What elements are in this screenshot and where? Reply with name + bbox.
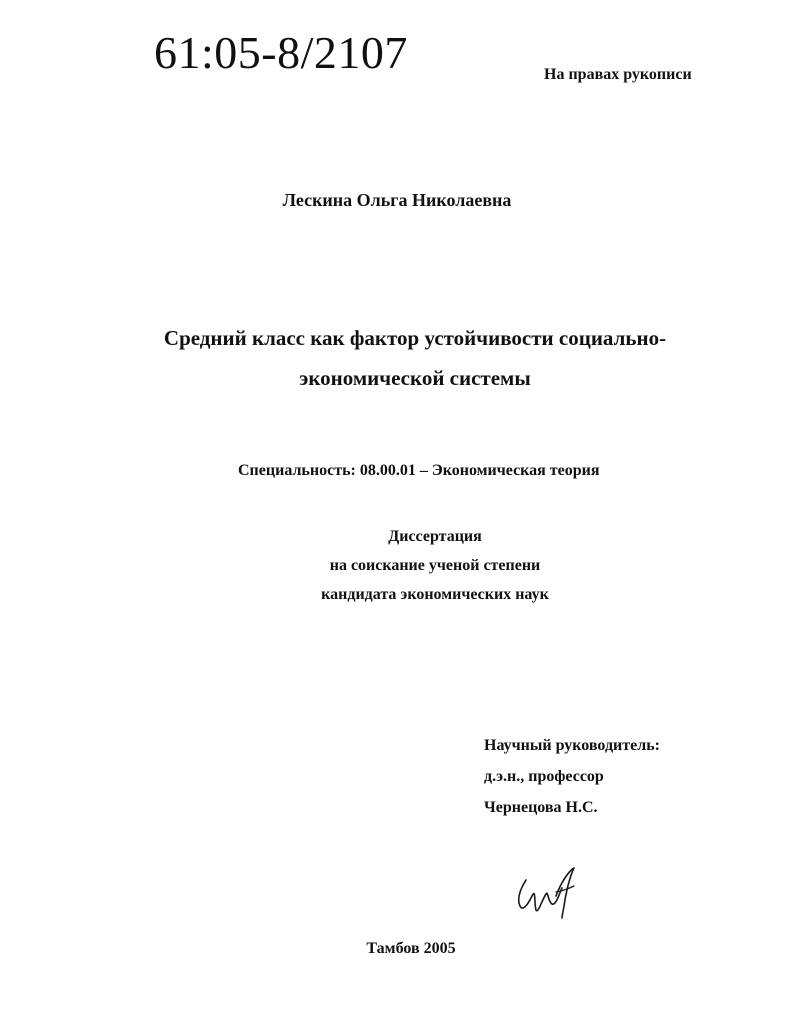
author-name: Лескина Ольга Николаевна: [282, 190, 512, 210]
degree-line-1: Диссертация: [388, 528, 482, 545]
manuscript-rights-note: На правах рукописи: [544, 66, 692, 83]
city-year: Тамбов 2005: [366, 940, 456, 957]
specialty-line: Специальность: 08.00.01 – Экономическая теория: [238, 462, 600, 479]
degree-statement: [0, 522, 794, 609]
degree-line-3: кандидата экономических наук: [321, 586, 549, 603]
dissertation-title: [0, 318, 794, 398]
supervisor-degree: д.э.н., профессор: [484, 768, 604, 785]
degree-line-2: на соискание ученой степени: [329, 557, 541, 574]
catalog-number: 61:05-8/2107: [154, 27, 408, 78]
supervisor-label: Научный руководитель:: [484, 737, 660, 754]
title-line-2: экономической системы: [299, 366, 531, 390]
title-line-1: Средний класс как фактор устойчивости социально-: [163, 326, 667, 350]
signature-icon: [512, 862, 582, 920]
supervisor-name: Чернецова Н.С.: [484, 799, 598, 816]
supervisor-block: [484, 730, 660, 823]
